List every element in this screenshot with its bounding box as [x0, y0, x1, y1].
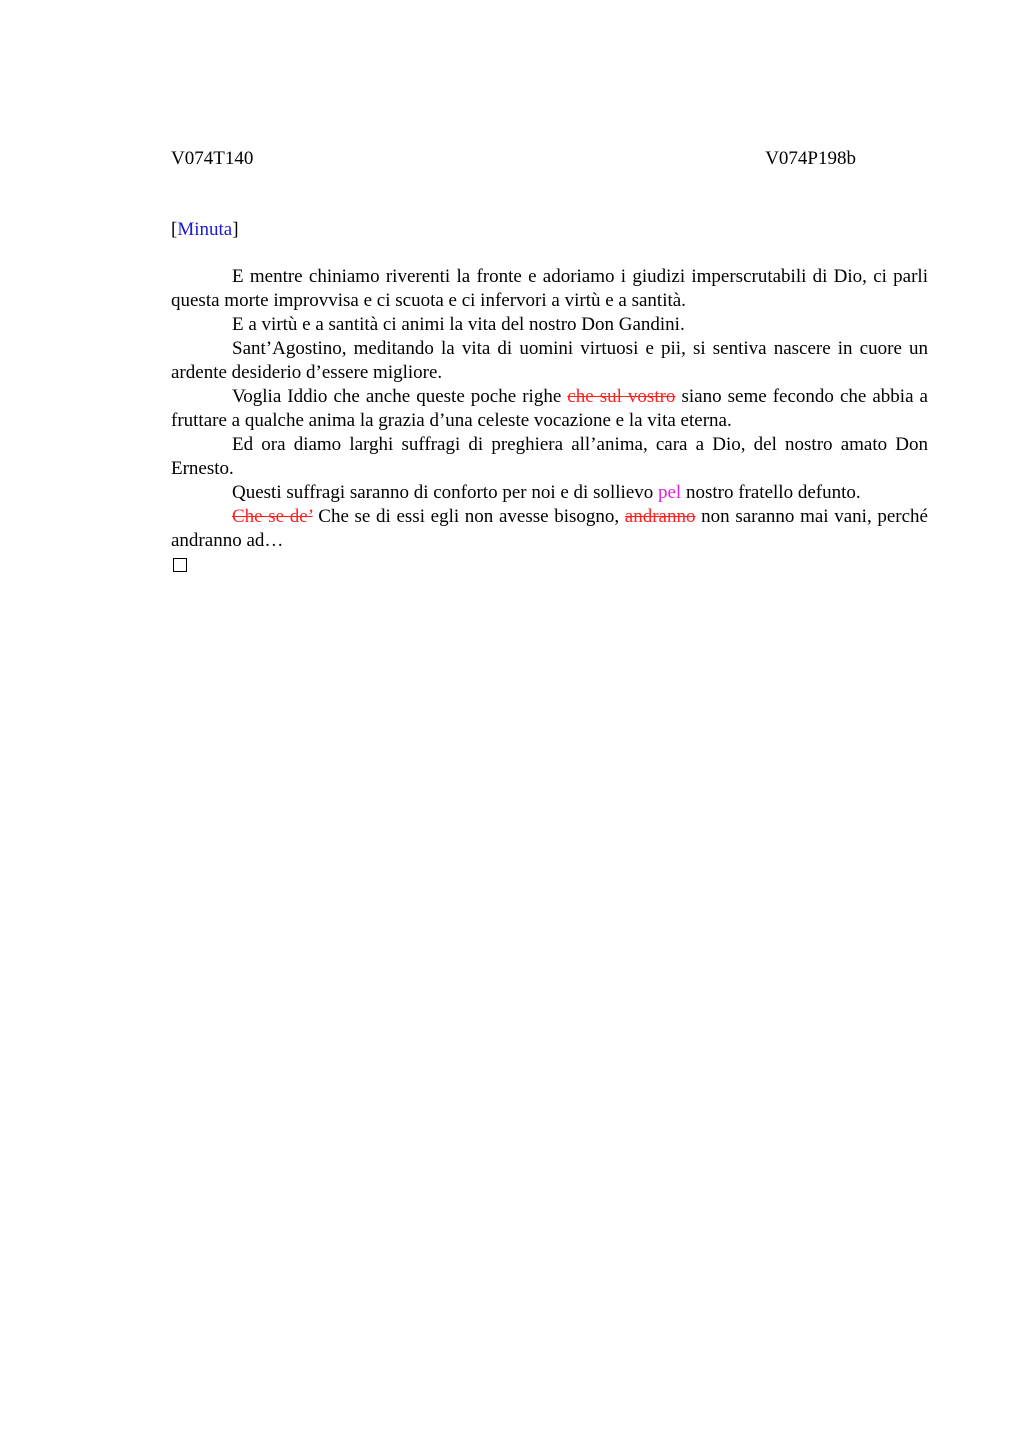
document-header [171, 147, 856, 171]
deleted-text: Che se de’ [232, 506, 313, 527]
section-label [171, 218, 239, 242]
paragraph-7 [171, 505, 928, 553]
deleted-text: andranno [624, 506, 696, 527]
paragraph-4-text-a: Voglia Iddio che anche queste poche righe [232, 386, 568, 407]
section-label-text: Minuta [177, 219, 233, 240]
deleted-text: che sul vostro [567, 386, 676, 407]
paragraph-1: E mentre chiniamo riverenti la fronte e adoriamo i giudizi imperscrutabili di Dio, ci parli questa morte improvvisa e ci scuota e ci infervori a virtù e a santità. [171, 266, 928, 311]
close-bracket: ] [232, 219, 239, 240]
document-code-right: V074P198b [765, 148, 856, 169]
document-body [171, 265, 928, 572]
open-bracket: [ [171, 219, 178, 240]
paragraph-6-text-b: nostro fratello defunto. [681, 482, 861, 503]
paragraph-4 [171, 385, 928, 433]
empty-square-icon [173, 558, 187, 572]
document-code-left: V074T140 [171, 148, 254, 169]
paragraph-4-text-b: siano seme fecondo che abbia a fruttare a qualche anima la grazia d’una celeste vocazione e la vita eterna. [171, 386, 928, 431]
paragraph-3: Sant’Agostino, meditando la vita di uomini virtuosi e pii, si sentiva nascere in cuore un ardente desiderio d’essere migliore. [171, 338, 928, 383]
paragraph-6-text-a: Questi suffragi saranno di conforto per noi e di sollievo [232, 482, 658, 503]
paragraph-7-text-a: Che se di essi egli non avesse bisogno, [312, 506, 625, 527]
inserted-text: pel [658, 482, 682, 503]
paragraph-7-text-b: non saranno mai vani, perché andranno ad… [171, 506, 928, 551]
paragraph-2: E a virtù e a santità ci animi la vita del nostro Don Gandini. [232, 314, 685, 335]
paragraph-5: Ed ora diamo larghi suffragi di preghiera all’anima, cara a Dio, del nostro amato Don Ernesto. [171, 434, 928, 479]
paragraph-6 [171, 481, 928, 505]
